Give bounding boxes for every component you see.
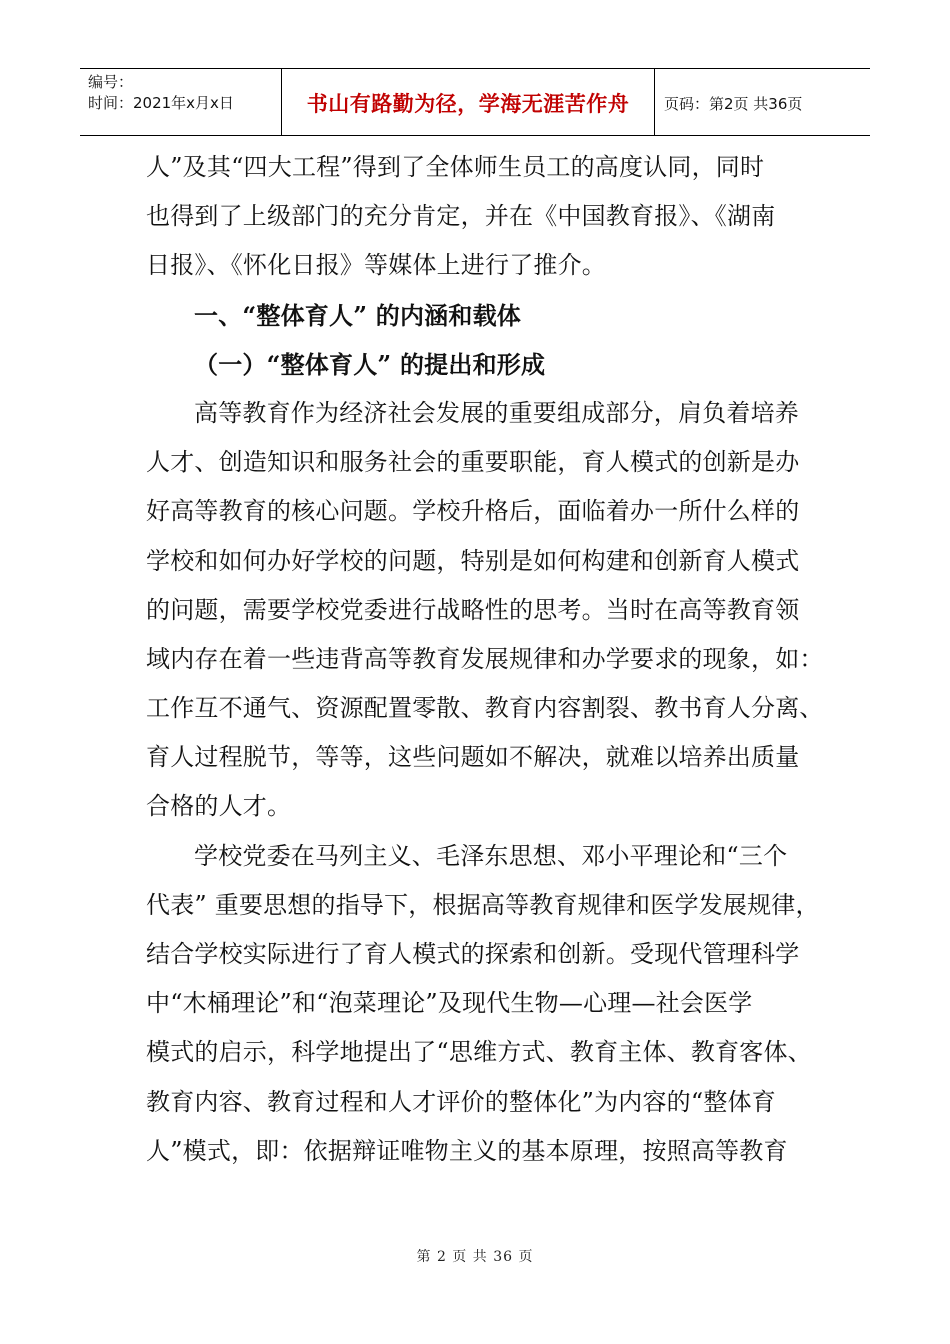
body-line: 也得到了上级部门的充分肯定，并在《中国教育报》、《湖南 xyxy=(146,202,776,231)
header-divider-right xyxy=(654,68,655,136)
body-line: 的问题，需要学校党委进行战略性的思考。当时在高等教育领 xyxy=(146,595,800,624)
header-motto: 书山有路勤为径，学海无涯苦作舟 xyxy=(306,92,630,116)
body-line: 代表” 重要思想的指导下，根据高等教育规律和医学发展规律， xyxy=(146,890,820,919)
subsection-heading: （一）“整体育人” 的提出和形成 xyxy=(194,349,546,379)
body-line: 人才、创造知识和服务社会的重要职能，育人模式的创新是办 xyxy=(146,448,800,477)
header-meta xyxy=(88,72,278,114)
body-line: 高等教育作为经济社会发展的重要组成部分，肩负着培养 xyxy=(194,398,799,427)
doc-number-label: 编号： xyxy=(88,73,134,91)
body-line: 日报》、《怀化日报》等媒体上进行了推介。 xyxy=(146,251,606,280)
doc-time-label: 时间：2021年x月x日 xyxy=(88,94,234,112)
body-line: 育人过程脱节，等等，这些问题如不解决，就难以培养出质量 xyxy=(146,743,800,772)
body-line: 中“木桶理论”和“泡菜理论”及现代生物—心理—社会医学 xyxy=(146,989,753,1018)
page-footer: 第 2 页 共 36 页 xyxy=(416,1249,534,1265)
body-line: 学校党委在马列主义、毛泽东思想、邓小平理论和“三个 xyxy=(194,841,788,870)
body-line: 合格的人才。 xyxy=(146,792,292,821)
body-line: 好高等教育的核心问题。学校升格后，面临着办一所什么样的 xyxy=(146,497,800,526)
header-page-info: 页码：第2页 共36页 xyxy=(664,95,803,113)
header-bottom-rule xyxy=(80,135,870,136)
body-line: 模式的启示，科学地提出了“思维方式、教育主体、教育客体、 xyxy=(146,1038,812,1067)
document-body xyxy=(146,143,826,1176)
body-line: 域内存在着一些违背高等教育发展规律和办学要求的现象，如： xyxy=(146,644,824,673)
body-line: 人”及其“四大工程”得到了全体师生员工的高度认同，同时 xyxy=(146,153,765,181)
header-top-rule xyxy=(80,68,870,69)
section-heading: 一、“整体育人” 的内涵和载体 xyxy=(194,300,521,330)
body-line: 工作互不通气、资源配置零散、教育内容割裂、教书育人分离、 xyxy=(146,694,824,723)
body-line: 教育内容、教育过程和人才评价的整体化”为内容的“整体育 xyxy=(146,1087,776,1116)
body-line: 学校和如何办好学校的问题，特别是如何构建和创新育人模式 xyxy=(146,546,800,575)
body-line: 结合学校实际进行了育人模式的探索和创新。受现代管理科学 xyxy=(146,940,800,968)
body-line: 人”模式，即：依据辩证唯物主义的基本原理，按照高等教育 xyxy=(146,1136,788,1165)
